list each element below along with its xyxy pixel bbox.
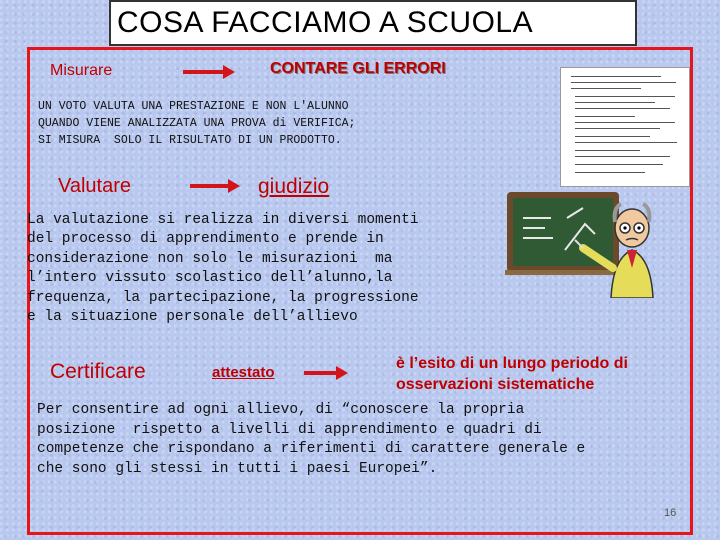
certificare-label: Certificare: [50, 360, 146, 383]
page-number: 16: [664, 507, 677, 519]
certificare-description-line: è l’esito di un lungo periodo di: [396, 355, 628, 372]
title-box: [109, 0, 637, 46]
certificare-description: [396, 353, 628, 395]
misurare-label: Misurare: [50, 62, 113, 79]
valutare-text-line: del processo di apprendimento e prende in: [27, 231, 384, 248]
certificare-text-line: competenze che rispondano a riferimenti di carattere generale e: [37, 441, 586, 457]
misurare-text-line: UN VOTO VALUTA UNA PRESTAZIONE E NON L'ALUNNO: [38, 100, 349, 113]
arrow-right-icon: [304, 366, 348, 380]
misurare-text-line: SI MISURA SOLO IL RISULTATO DI UN PRODOTTO.: [38, 134, 342, 147]
misurare-result: CONTARE GLI ERRORI: [270, 60, 446, 77]
certificare-text-line: posizione rispetto a livelli di apprendimento e quadri di: [37, 421, 542, 438]
misurare-text-line: QUANDO VIENE ANALIZZATA UNA PROVA di VERIFICA;: [38, 117, 356, 130]
arrow-right-icon: [183, 65, 235, 79]
certificare-text-line: Per consentire ad ogni allievo, di “conoscere la propria: [37, 402, 525, 418]
certificare-text: [37, 401, 585, 479]
valutare-text-line: La valutazione si realizza in diversi momenti: [27, 212, 419, 228]
certificare-result: attestato: [212, 364, 275, 381]
arrow-right-icon: [190, 179, 240, 193]
valutare-text-line: l’intero vissuto scolastico dell’alunno,la: [27, 270, 393, 287]
teacher-icon: [505, 188, 665, 298]
certificare-text-line: che sono gli stessi in tutti i paesi Europei”.: [37, 460, 438, 477]
valutare-label: Valutare: [58, 175, 132, 197]
valutare-text-line: frequenza, la partecipazione, la progressione: [27, 289, 419, 306]
misurare-text: [38, 98, 355, 149]
valutare-text-line: considerazione non solo le misurazioni ma: [27, 250, 393, 267]
valutare-text: [27, 211, 419, 327]
valutare-text-line: e la situazione personale dell’allievo: [27, 309, 358, 326]
page-title: COSA FACCIAMO A SCUOLA: [117, 6, 534, 39]
certificare-description-line: osservazioni sistematiche: [396, 376, 595, 393]
document-icon: [560, 67, 690, 187]
valutare-result: giudizio: [258, 175, 330, 198]
